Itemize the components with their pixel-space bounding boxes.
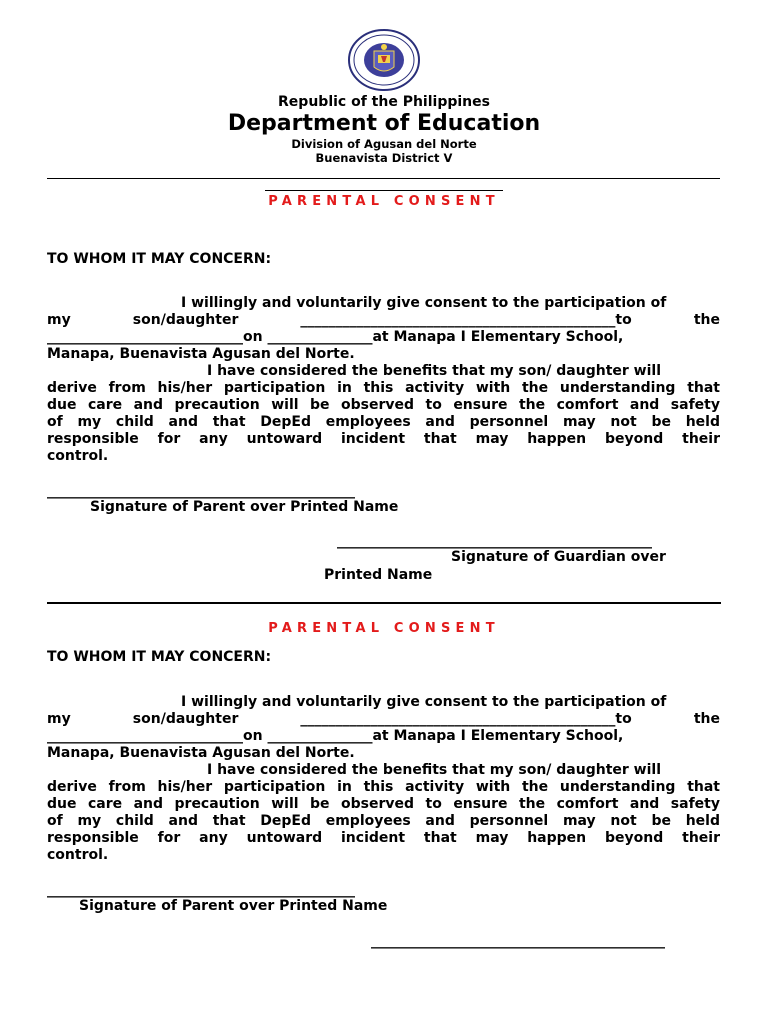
form1-salutation: TO WHOM IT MAY CONCERN: [47,251,272,267]
form2-date-blank[interactable]: _______________ [267,728,373,744]
form1-paragraph-1 [47,295,720,363]
form1-p2-line2: derive from his/her participation in this activity with the understanding that [47,380,720,396]
form1-to: to [615,312,632,328]
form1-guardian-signature-line[interactable]: _____________________________________________ [337,533,652,549]
form2-at-school: at Manapa I Elementary School, [372,728,624,744]
form2-parent-signature-line[interactable]: ____________________________________________ [47,882,355,898]
title-underline [265,190,503,191]
form2-guardian-signature-line[interactable]: __________________________________________ [371,933,665,949]
department-heading: Department of Education [227,111,541,136]
form2-p2-line4: of my child and that DepEd employees and personnel may not be held [47,813,720,829]
form1-sondaughter: son/daughter [132,312,239,328]
form1-p2-line5: responsible for any untoward incident that may happen beyond their [47,431,720,447]
form2-p1-line1: I willingly and voluntarily give consent to the participation of [181,694,667,710]
form2-p2-line6: control. [47,847,109,863]
republic-heading: Republic of the Philippines [278,94,490,110]
form2-child-name-blank[interactable]: _____________________________________________ [300,711,616,727]
district-heading: Buenavista District V [315,151,453,165]
form1-p2-line3: due care and precaution will be observed to ensure the comfort and safety [47,397,720,413]
deped-seal-logo [347,29,421,91]
form1-my: my [47,312,71,328]
form1-p2-line6: control. [47,448,109,464]
form2-p2-line2: derive from his/her participation in this activity with the understanding that [47,779,720,795]
form2-salutation: TO WHOM IT MAY CONCERN: [47,649,272,665]
form2-my: my [47,711,71,727]
form1-guardian-signature-label: Signature of Guardian over [451,549,666,565]
form2-the: the [693,711,720,727]
form2-p2-line3: due care and precaution will be observed to ensure the comfort and safety [47,796,720,812]
division-heading: Division of Agusan del Norte [291,137,477,151]
form2-parent-signature-label: Signature of Parent over Printed Name [79,898,388,914]
form2-p2-line5: responsible for any untoward incident that may happen beyond their [47,830,720,846]
form1-child-name-blank[interactable]: _____________________________________________ [300,312,616,328]
form1-paragraph-2 [47,363,720,465]
form1-guardian-printed-name-label: Printed Name [324,567,433,583]
form1-p1-line4: Manapa, Buenavista Agusan del Norte. [47,346,355,362]
form1-p2-line1: I have considered the benefits that my son/ daughter will [207,363,661,379]
form1-the: the [693,312,720,328]
form2-sondaughter: son/daughter [132,711,239,727]
form2-paragraph-2 [47,762,720,864]
form1-p1-line1: I willingly and voluntarily give consent to the participation of [181,295,667,311]
form2-to: to [615,711,632,727]
form1-at-school: at Manapa I Elementary School, [372,329,624,345]
form1-activity-blank[interactable]: ____________________________ [47,329,243,345]
form1-parent-signature-label: Signature of Parent over Printed Name [90,499,399,515]
form2-on: on [243,728,263,744]
form2-p1-line4: Manapa, Buenavista Agusan del Norte. [47,745,355,761]
form2-title: PARENTAL CONSENT [268,621,500,636]
form-divider [47,602,721,604]
form1-parent-signature-line[interactable]: ____________________________________________ [47,483,355,499]
form1-on: on [243,329,263,345]
form2-p2-line1: I have considered the benefits that my son/ daughter will [207,762,661,778]
form1-p2-line4: of my child and that DepEd employees and personnel may not be held [47,414,720,430]
form2-paragraph-1 [47,694,720,762]
form1-title: PARENTAL CONSENT [268,194,500,209]
form1-date-blank[interactable]: _______________ [267,329,373,345]
header-divider [47,178,720,179]
form2-activity-blank[interactable]: ____________________________ [47,728,243,744]
